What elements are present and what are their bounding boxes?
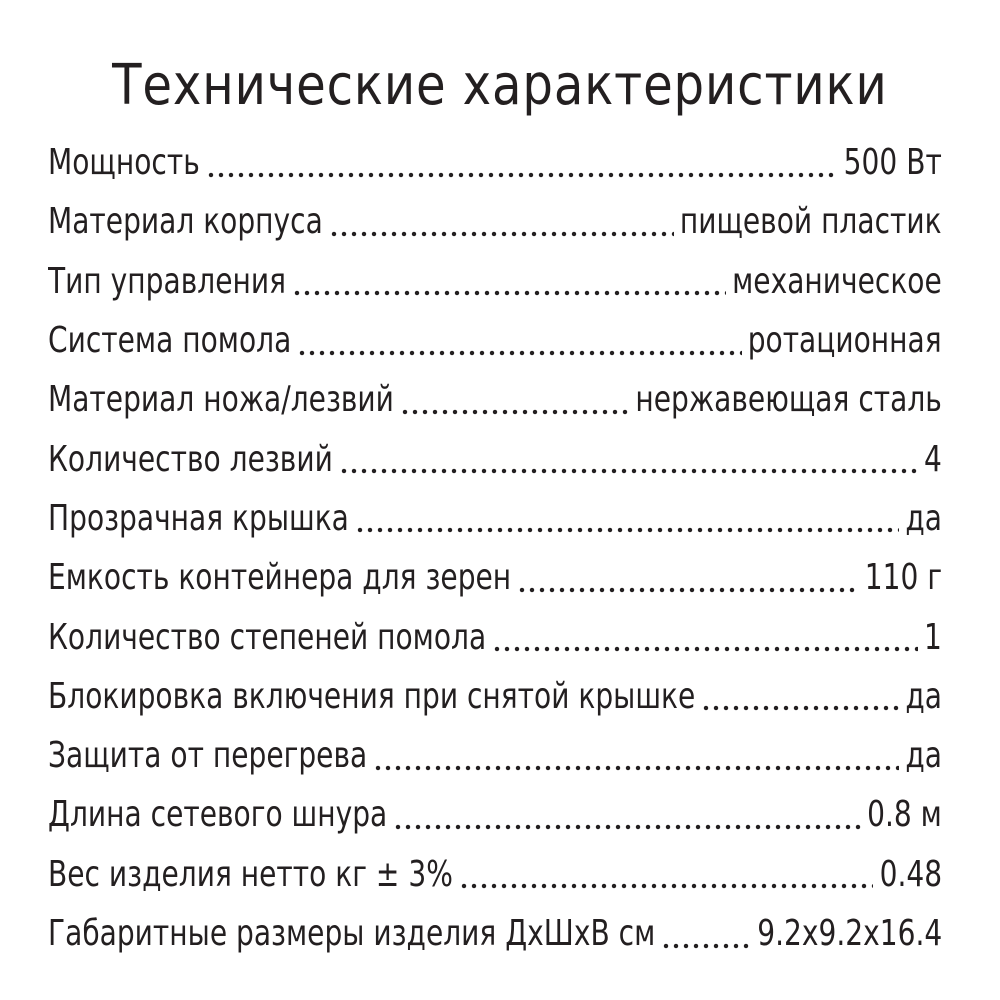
spec-row xyxy=(48,607,942,666)
spec-value-wrap xyxy=(636,379,942,420)
spec-row xyxy=(48,192,942,251)
spec-label: Вес изделия нетто кг ± 3% xyxy=(48,853,453,895)
spec-value-wrap xyxy=(680,201,942,242)
spec-label: Материал корпуса xyxy=(48,201,323,243)
spec-value: ротационная xyxy=(748,320,942,362)
spec-value: да xyxy=(905,735,942,777)
spec-label-wrap xyxy=(48,320,291,361)
spec-label-wrap xyxy=(48,557,511,598)
spec-value-wrap xyxy=(905,676,942,717)
spec-label: Количество лезвий xyxy=(48,438,333,480)
dot-leader xyxy=(400,382,630,418)
page-title-text: Технические характеристики xyxy=(112,53,888,118)
spec-row xyxy=(48,667,942,726)
spec-row xyxy=(48,904,942,963)
spec-row xyxy=(48,252,942,311)
spec-value-wrap xyxy=(748,320,942,361)
spec-row xyxy=(48,726,942,785)
dot-leader xyxy=(329,204,674,240)
spec-label-wrap xyxy=(48,439,333,480)
spec-value-wrap xyxy=(757,913,942,954)
spec-value-wrap xyxy=(865,557,942,598)
spec-value: 110 г xyxy=(864,557,942,599)
dot-leader xyxy=(355,500,900,536)
spec-label: Прозрачная крышка xyxy=(48,497,349,539)
spec-value: 0.48 xyxy=(879,853,942,895)
spec-label-wrap xyxy=(48,261,286,302)
spec-value-wrap xyxy=(867,794,942,835)
spec-label: Тип управления xyxy=(48,260,286,302)
spec-label: Мощность xyxy=(48,142,200,184)
spec-label: Защита от перегрева xyxy=(48,735,368,777)
spec-label-wrap xyxy=(48,617,486,658)
spec-value: 9.2х9.2х16.4 xyxy=(757,913,942,954)
dot-leader xyxy=(517,560,859,596)
spec-label: Габаритные размеры изделия ДхШхВ см xyxy=(48,913,656,954)
spec-label: Материал ножа/лезвий xyxy=(48,379,394,421)
spec-row xyxy=(48,311,942,370)
spec-list xyxy=(48,133,942,963)
spec-label-wrap xyxy=(48,676,695,717)
spec-row xyxy=(48,133,942,192)
spec-row xyxy=(48,489,942,548)
spec-label: Длина сетевого шнура xyxy=(48,794,388,836)
dot-leader xyxy=(661,916,751,952)
dot-leader xyxy=(393,797,861,833)
spec-value-wrap xyxy=(905,735,942,776)
spec-row xyxy=(48,845,942,904)
spec-label: Емкость контейнера для зерен xyxy=(48,557,512,599)
dot-leader xyxy=(492,619,918,655)
dot-leader xyxy=(373,738,899,774)
dot-leader xyxy=(297,323,742,359)
dot-leader xyxy=(206,145,838,181)
spec-value-wrap xyxy=(879,854,942,895)
spec-value-wrap xyxy=(844,142,942,183)
spec-value-wrap xyxy=(924,439,942,480)
spec-value: 4 xyxy=(924,438,942,480)
spec-value-wrap xyxy=(732,261,942,302)
spec-label-wrap xyxy=(48,498,349,539)
spec-value: 500 Вт xyxy=(843,142,942,184)
spec-label: Количество степеней помола xyxy=(48,616,487,658)
spec-label-wrap xyxy=(48,735,367,776)
dot-leader xyxy=(459,856,874,892)
spec-row xyxy=(48,429,942,488)
spec-label-wrap xyxy=(48,201,323,242)
spec-value-wrap xyxy=(905,498,942,539)
spec-row xyxy=(48,785,942,844)
spec-label: Система помола xyxy=(48,320,292,362)
spec-row xyxy=(48,548,942,607)
page-title xyxy=(0,40,1000,132)
spec-value: механическое xyxy=(732,260,942,302)
spec-label-wrap xyxy=(48,142,200,183)
spec-label-wrap xyxy=(48,913,655,954)
spec-label-wrap xyxy=(48,794,387,835)
spec-value: 1 xyxy=(924,616,942,658)
spec-label-wrap xyxy=(48,379,394,420)
spec-value: да xyxy=(905,497,942,539)
spec-value-wrap xyxy=(924,617,942,658)
spec-value: пищевой пластик xyxy=(680,201,942,243)
spec-row xyxy=(48,370,942,429)
spec-value: да xyxy=(905,675,942,717)
spec-value: нержавеющая сталь xyxy=(635,379,942,421)
dot-leader xyxy=(292,263,726,299)
spec-value: 0.8 м xyxy=(867,794,942,836)
spec-label-wrap xyxy=(48,854,453,895)
dot-leader xyxy=(701,678,899,714)
dot-leader xyxy=(339,441,918,477)
spec-label: Блокировка включения при снятой крышке xyxy=(48,675,696,717)
